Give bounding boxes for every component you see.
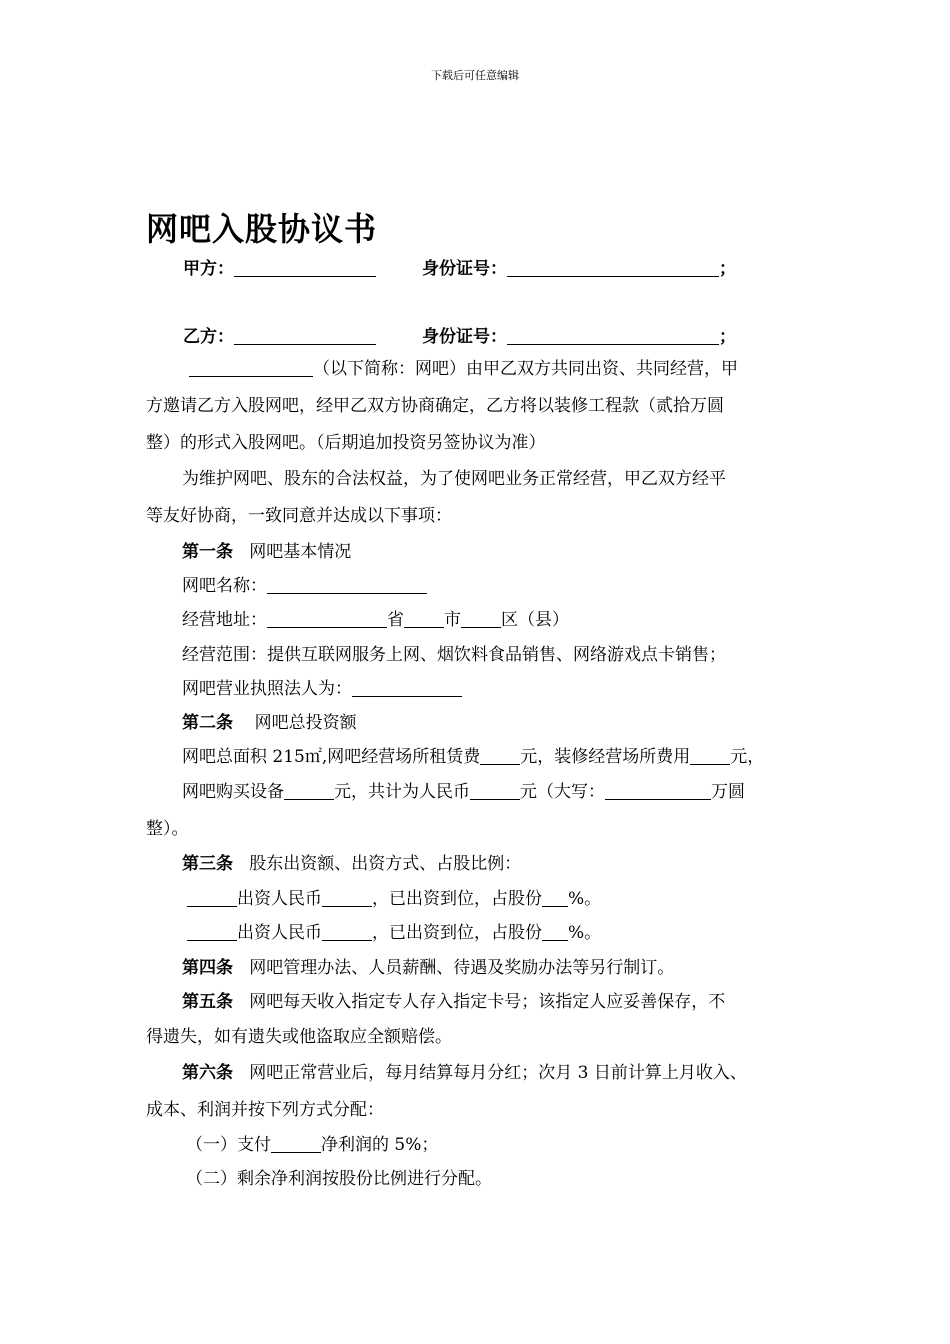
rent-blank[interactable] xyxy=(480,747,520,765)
address-label: 经营地址： xyxy=(182,610,267,630)
article-2-heading xyxy=(182,708,357,733)
article-5-text-1: 网吧每天收入指定专人存入指定卡号；该指定人应妥善保存，不 xyxy=(249,992,726,1012)
investment-line-1 xyxy=(182,742,764,767)
shareholder-amount-blank[interactable] xyxy=(322,889,372,907)
shareholder-share-label: ，已出资到位，占股份 xyxy=(372,923,542,943)
netcafe-name-field[interactable] xyxy=(267,576,427,594)
article-1-title: 网吧基本情况 xyxy=(249,542,352,562)
city-label: 市 xyxy=(444,610,461,630)
distribution-item-1-text: 净利润的 5%； xyxy=(321,1135,439,1155)
shareholder-name-blank[interactable] xyxy=(187,923,237,941)
article-3-title: 股东出资额、出资方式、占股比例： xyxy=(249,854,522,874)
netcafe-name-blank[interactable] xyxy=(189,359,313,377)
city-blank[interactable] xyxy=(404,610,444,628)
shareholder-amount-blank[interactable] xyxy=(322,923,372,941)
article-4-label: 第四条 xyxy=(182,958,233,978)
intro-line-2: 方邀请乙方入股网吧，经甲乙双方协商确定，乙方将以装修工程款（贰拾万圆 xyxy=(146,396,724,416)
percent-sign: %。 xyxy=(568,923,602,943)
party-b-end: ； xyxy=(719,327,736,347)
intro-line-1 xyxy=(189,354,738,379)
total-blank[interactable] xyxy=(470,782,520,800)
article-6-line-2: 成本、利润并按下列方式分配： xyxy=(146,1100,384,1120)
party-a-row xyxy=(183,254,376,279)
district-blank[interactable] xyxy=(461,610,501,628)
article-6-text-1: 网吧正常营业后，每月结算每月分红；次月 3 日前计算上月收入、 xyxy=(249,1063,747,1083)
party-a-id-blank[interactable] xyxy=(507,259,719,277)
article-1-heading xyxy=(182,537,351,562)
decoration-label: 元，装修经营场所费用 xyxy=(520,747,691,767)
document-title: 网吧入股协议书 xyxy=(146,210,378,248)
article-2-label: 第二条 xyxy=(182,713,233,733)
intro-line-3: 整）的形式入股网吧。（后期追加投资另签协议为准） xyxy=(146,433,546,453)
party-b-id-row xyxy=(422,322,736,347)
party-a-end: ； xyxy=(719,259,736,279)
intro-text-1: （以下简称：网吧）由甲乙双方共同出资、共同经营，甲 xyxy=(313,359,738,379)
decoration-unit: 元， xyxy=(730,747,765,767)
distribution-item-1-label: （一）支付 xyxy=(186,1135,271,1155)
article-5-line-2: 得遗失，如有遗失或他盗取应全额赔偿。 xyxy=(146,1027,452,1047)
shareholder-amount-label: 出资人民币 xyxy=(237,923,322,943)
legal-rep-row xyxy=(182,674,462,699)
capital-blank[interactable] xyxy=(605,782,711,800)
investment-line-2 xyxy=(182,777,745,802)
address-row xyxy=(182,605,569,630)
article-5-label: 第五条 xyxy=(182,992,233,1012)
party-a-name-blank[interactable] xyxy=(234,259,376,277)
netcafe-name-row xyxy=(182,571,427,596)
distribution-item-1-blank[interactable] xyxy=(271,1135,321,1153)
party-a-label: 甲方： xyxy=(183,259,234,279)
netcafe-name-label: 网吧名称： xyxy=(182,576,267,596)
capital-label: 元（大写： xyxy=(520,782,605,802)
decoration-blank[interactable] xyxy=(690,747,730,765)
party-a-id-row xyxy=(422,254,736,279)
distribution-item-2: （二）剩余净利润按股份比例进行分配。 xyxy=(186,1169,492,1189)
capital-unit: 万圆 xyxy=(711,782,745,802)
shareholder-share-label: ，已出资到位，占股份 xyxy=(372,889,542,909)
equipment-label: 网吧购买设备 xyxy=(182,782,284,802)
party-a-id-label: 身份证号： xyxy=(422,259,507,279)
party-b-id-label: 身份证号： xyxy=(422,327,507,347)
article-4 xyxy=(182,953,674,978)
shareholder-share-blank[interactable] xyxy=(542,889,568,907)
purpose-line-2: 等友好协商，一致同意并达成以下事项： xyxy=(146,506,452,526)
total-label: 元，共计为人民币 xyxy=(334,782,470,802)
rent-label: 网吧总面积 215㎡,网吧经营场所租赁费 xyxy=(182,747,481,767)
article-3-heading xyxy=(182,849,521,874)
shareholder-amount-label: 出资人民币 xyxy=(237,889,322,909)
article-1-label: 第一条 xyxy=(182,542,233,562)
legal-rep-label: 网吧营业执照法人为： xyxy=(182,679,352,699)
article-3-label: 第三条 xyxy=(182,854,233,874)
purpose-line-1: 为维护网吧、股东的合法权益，为了使网吧业务正常经营，甲乙双方经平 xyxy=(182,469,726,489)
percent-sign: %。 xyxy=(568,889,602,909)
article-6-label: 第六条 xyxy=(182,1063,233,1083)
article-5-line-1 xyxy=(182,987,725,1012)
shareholder-row xyxy=(187,918,601,943)
party-b-name-blank[interactable] xyxy=(234,327,376,345)
equipment-blank[interactable] xyxy=(284,782,334,800)
province-label: 省 xyxy=(387,610,404,630)
article-6-line-1 xyxy=(182,1058,747,1083)
article-4-text: 网吧管理办法、人员薪酬、待遇及奖励办法等另行制订。 xyxy=(249,958,675,978)
party-b-id-blank[interactable] xyxy=(507,327,719,345)
page-header-note: 下载后可任意编辑 xyxy=(431,69,519,82)
party-b-row xyxy=(183,322,376,347)
district-label: 区（县） xyxy=(501,610,569,630)
legal-rep-blank[interactable] xyxy=(352,679,462,697)
shareholder-share-blank[interactable] xyxy=(542,923,568,941)
province-blank[interactable] xyxy=(267,610,387,628)
business-scope: 经营范围：提供互联网服务上网、烟饮料食品销售、网络游戏点卡销售； xyxy=(182,645,726,665)
shareholder-row xyxy=(187,884,601,909)
article-2-title: 网吧总投资额 xyxy=(254,713,357,733)
party-b-label: 乙方： xyxy=(183,327,234,347)
shareholder-name-blank[interactable] xyxy=(187,889,237,907)
distribution-item-1 xyxy=(186,1130,438,1155)
investment-line-3: 整）。 xyxy=(146,819,189,839)
